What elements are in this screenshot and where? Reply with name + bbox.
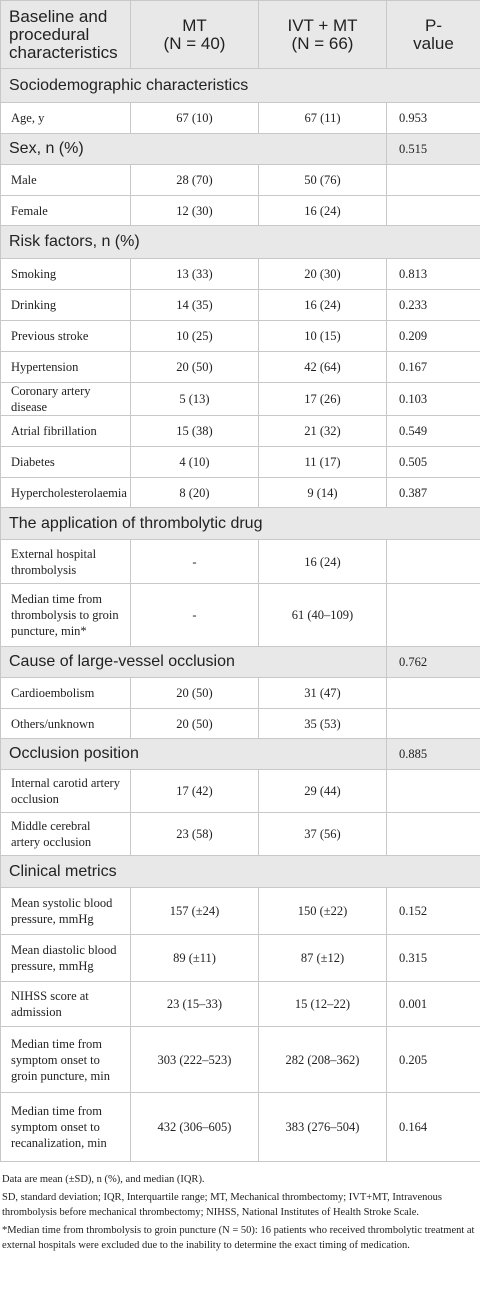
table-row [1,935,480,982]
table-row [1,416,480,447]
section-row [1,739,480,770]
p-value: 0.233 [387,290,480,321]
table-row [1,290,480,321]
p-value: 0.209 [387,321,480,352]
mt-value: 67 (10) [131,103,259,134]
p-value: 0.152 [387,888,480,935]
table-row [1,982,480,1027]
ivt-mt-value: 31 (47) [259,678,387,709]
table-row [1,383,480,416]
ivt-mt-value: 16 (24) [259,196,387,226]
mt-value: - [131,540,259,584]
section-row [1,508,480,540]
section-thrombolytic: The application of thrombolytic drug [1,508,480,540]
section-row [1,69,480,103]
mt-value: 23 (58) [131,813,259,856]
row-label: Median time from thrombolysis to groin puncture, min* [1,584,131,647]
ivt-mt-value: 87 (±12) [259,935,387,982]
row-label: Atrial fibrillation [1,416,131,447]
table-header-row [1,1,480,69]
row-label: Middle cerebral artery occlusion [1,813,131,856]
row-label: External hospital thrombolysis [1,540,131,584]
p-value [387,196,480,226]
table-row [1,770,480,813]
row-label: Others/unknown [1,709,131,739]
mt-value: 20 (50) [131,678,259,709]
row-label: Previous stroke [1,321,131,352]
ivt-mt-value: 67 (11) [259,103,387,134]
table-row [1,709,480,739]
mt-value: 17 (42) [131,770,259,813]
section-row [1,226,480,259]
mt-value: 28 (70) [131,165,259,196]
ivt-mt-value: 20 (30) [259,259,387,290]
p-value [387,678,480,709]
mt-value: 23 (15–33) [131,982,259,1027]
mt-value: 157 (±24) [131,888,259,935]
section-row [1,134,480,165]
table-row [1,888,480,935]
p-value [387,584,480,647]
p-value: 0.315 [387,935,480,982]
row-label: Cardioembolism [1,678,131,709]
table-row [1,196,480,226]
p-value: 0.813 [387,259,480,290]
row-label: Female [1,196,131,226]
ivt-mt-value: 37 (56) [259,813,387,856]
ivt-mt-value: 150 (±22) [259,888,387,935]
p-value [387,813,480,856]
p-value: 0.953 [387,103,480,134]
mt-value: 303 (222–523) [131,1027,259,1093]
section-row [1,647,480,678]
ivt-mt-value: 50 (76) [259,165,387,196]
ivt-mt-value: 21 (32) [259,416,387,447]
mt-value: 20 (50) [131,352,259,383]
ivt-mt-value: 35 (53) [259,709,387,739]
row-label: NIHSS score at admission [1,982,131,1027]
p-value: 0.205 [387,1027,480,1093]
mt-value: 13 (33) [131,259,259,290]
table-row [1,321,480,352]
row-label: Smoking [1,259,131,290]
table-row [1,540,480,584]
p-value [387,709,480,739]
mt-value: 4 (10) [131,447,259,478]
row-label: Internal carotid artery occlusion [1,770,131,813]
table-row [1,447,480,478]
section-cause: Cause of large-vessel occlusion [1,647,387,678]
table-row [1,678,480,709]
footnote-abbreviations: SD, standard deviation; IQR, Interquartile range; MT, Mechanical thrombectomy; IVT+MT, Intravenous thrombolysis before mechanical thrombectomy; NIHSS, National Institutes of Health Stroke Scale. [2,1192,442,1218]
header-characteristics: Baseline and procedural characteristics [1,1,131,69]
p-value: 0.387 [387,478,480,508]
p-value [387,165,480,196]
mt-value: 15 (38) [131,416,259,447]
row-label: Median time from symptom onset to recanalization, min [1,1093,131,1162]
mt-value: 20 (50) [131,709,259,739]
mt-value: 432 (306–605) [131,1093,259,1162]
row-label: Mean systolic blood pressure, mmHg [1,888,131,935]
p-value: 0.167 [387,352,480,383]
table-footnotes [0,1172,478,1256]
section-clinical: Clinical metrics [1,856,480,888]
ivt-mt-value: 61 (40–109) [259,584,387,647]
header-mt: MT (N = 40) [131,1,259,69]
ivt-mt-value: 16 (24) [259,540,387,584]
section-occlusion: Occlusion position [1,739,387,770]
p-value: 0.549 [387,416,480,447]
ivt-mt-value: 15 (12–22) [259,982,387,1027]
p-value: 0.164 [387,1093,480,1162]
section-row [1,856,480,888]
ivt-mt-value: 42 (64) [259,352,387,383]
header-ivt-mt: IVT + MT (N = 66) [259,1,387,69]
ivt-mt-value: 10 (15) [259,321,387,352]
p-value [387,540,480,584]
ivt-mt-value: 282 (208–362) [259,1027,387,1093]
row-label: Hypertension [1,352,131,383]
ivt-mt-value: 9 (14) [259,478,387,508]
ivt-mt-value: 29 (44) [259,770,387,813]
footnote-median-time: *Median time from thrombolysis to groin puncture (N = 50): 16 patients who received thrombolytic treatment at external hospitals were excluded due to the inability to determine the exact timing of medication. [2,1225,475,1251]
footnote-data-format: Data are mean (±SD), n (%), and median (IQR). [2,1174,205,1185]
row-label: Median time from symptom onset to groin puncture, min [1,1027,131,1093]
mt-value: 10 (25) [131,321,259,352]
occlusion-p-value: 0.885 [387,739,480,770]
table-row [1,584,480,647]
ivt-mt-value: 16 (24) [259,290,387,321]
table-row [1,259,480,290]
cause-p-value: 0.762 [387,647,480,678]
ivt-mt-value: 383 (276–504) [259,1093,387,1162]
row-label: Mean diastolic blood pressure, mmHg [1,935,131,982]
section-risk-factors: Risk factors, n (%) [1,226,480,259]
table-row [1,813,480,856]
section-sociodemographic: Sociodemographic characteristics [1,69,480,103]
ivt-mt-value: 11 (17) [259,447,387,478]
sex-p-value: 0.515 [387,134,480,165]
header-p-value: P- value [387,1,480,69]
table-row [1,1093,480,1162]
mt-value: 14 (35) [131,290,259,321]
table-row [1,352,480,383]
p-value: 0.103 [387,383,480,416]
row-label: Drinking [1,290,131,321]
table-row [1,165,480,196]
ivt-mt-value: 17 (26) [259,383,387,416]
table-row [1,478,480,508]
mt-value: 5 (13) [131,383,259,416]
table-row [1,103,480,134]
table-row [1,1027,480,1093]
mt-value: 12 (30) [131,196,259,226]
mt-value: - [131,584,259,647]
p-value: 0.505 [387,447,480,478]
section-sex: Sex, n (%) [1,134,387,165]
mt-value: 89 (±11) [131,935,259,982]
p-value [387,770,480,813]
row-label: Coronary artery disease [1,383,131,416]
p-value: 0.001 [387,982,480,1027]
row-label: Male [1,165,131,196]
row-label: Age, y [1,103,131,134]
row-label: Hypercholesterolaemia [1,478,131,508]
row-label: Diabetes [1,447,131,478]
mt-value: 8 (20) [131,478,259,508]
